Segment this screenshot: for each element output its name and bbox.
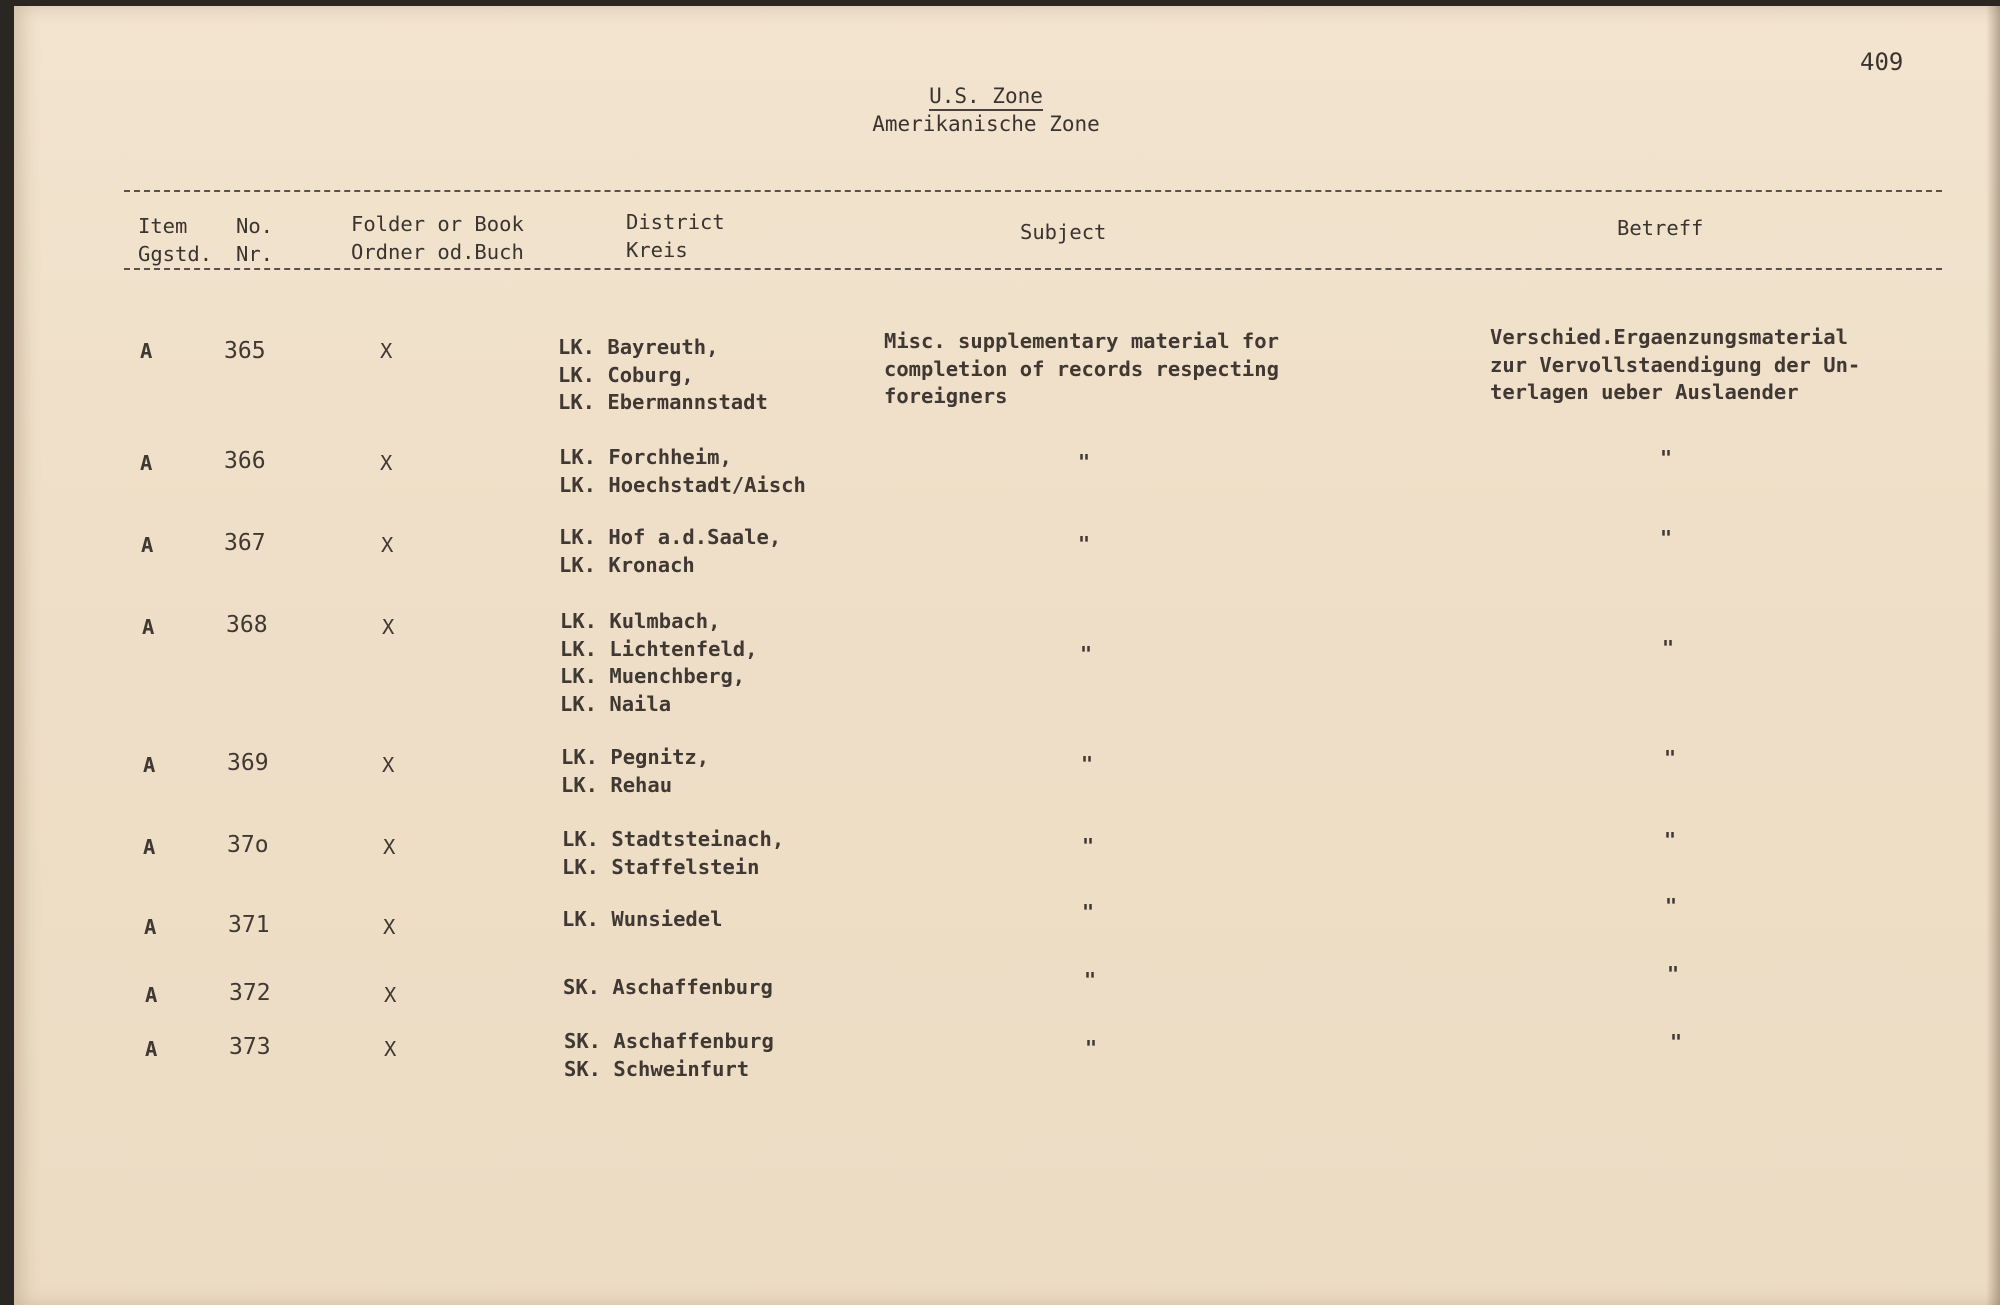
row-district: [560, 608, 757, 718]
district-line: LK. Bayreuth,: [558, 335, 719, 359]
district-line: LK. Naila: [560, 691, 672, 716]
title-amerikanische-zone: Amerikanische Zone: [872, 112, 1100, 136]
header-district: [626, 208, 725, 264]
district-line: LK. Rehau: [561, 772, 673, 797]
header-no: [236, 212, 273, 268]
row-district: [562, 826, 784, 881]
row-item: A: [140, 451, 153, 475]
row-folder: X: [382, 753, 395, 777]
row-number: 372: [229, 980, 271, 1006]
row-number: 371: [228, 912, 270, 938]
header-item: [138, 212, 212, 268]
betreff-ditto-mark: ": [1664, 828, 1677, 852]
district-line: LK. Stadtsteinach,: [562, 827, 785, 851]
row-number: 368: [226, 612, 268, 638]
row-district: [559, 444, 806, 499]
district-line: LK. Coburg,: [558, 362, 694, 387]
row-item: A: [142, 615, 155, 639]
subject-ditto-mark: ": [1081, 752, 1094, 776]
row-folder: X: [384, 1037, 397, 1061]
district-line: LK. Muenchberg,: [560, 664, 746, 688]
betreff-ditto-mark: ": [1667, 962, 1680, 986]
row-district: [563, 974, 773, 1002]
header-betreff: Betreff: [1617, 216, 1704, 240]
header-district-de: Kreis: [626, 238, 688, 262]
row-district: [561, 744, 709, 799]
row-number: 37o: [227, 832, 269, 858]
header-item-en: Item: [138, 214, 188, 238]
betreff-ditto-mark: ": [1662, 636, 1675, 660]
header-folder-de: Ordner od.Buch: [351, 240, 524, 264]
row-folder: X: [383, 915, 396, 939]
page-binding-shadow: [1986, 6, 2000, 1305]
district-line: LK. Pegnitz,: [561, 745, 710, 769]
row-subject: [884, 328, 1279, 411]
row-number: 367: [224, 530, 266, 556]
row-folder: X: [383, 835, 396, 859]
header-bottom-rule: [124, 268, 1942, 270]
header-district-en: District: [626, 210, 725, 234]
row-folder: X: [384, 983, 397, 1007]
row-folder: X: [380, 451, 393, 475]
subject-ditto-mark: ": [1085, 1036, 1098, 1060]
subject-ditto-mark: ": [1078, 450, 1091, 474]
row-number: 369: [227, 750, 269, 776]
district-line: LK. Ebermannstadt: [558, 390, 768, 414]
row-district: [559, 524, 781, 579]
district-line: SK. Aschaffenburg: [563, 975, 773, 999]
title-us-zone-text: U.S. Zone: [929, 84, 1043, 111]
district-line: LK. Kulmbach,: [560, 609, 721, 633]
row-number: 373: [229, 1034, 271, 1060]
district-line: SK. Schweinfurt: [564, 1056, 750, 1081]
row-district: [562, 906, 722, 934]
district-line: LK. Hoechstadt/Aisch: [559, 472, 806, 497]
row-betreff: [1490, 324, 1860, 407]
district-line: LK. Kronach: [559, 552, 695, 577]
header-no-en: No.: [236, 214, 274, 238]
row-item: A: [141, 533, 154, 557]
row-item: A: [140, 339, 153, 363]
district-line: SK. Aschaffenburg: [564, 1029, 774, 1053]
row-number: 365: [224, 338, 266, 364]
subject-line: Misc. supplementary material for: [884, 329, 1279, 353]
betreff-ditto-mark: ": [1670, 1030, 1683, 1054]
district-line: LK. Hof a.d.Saale,: [559, 525, 782, 549]
row-district: [564, 1028, 774, 1083]
row-folder: X: [381, 533, 394, 557]
header-folder-en: Folder or Book: [351, 212, 524, 236]
betreff-ditto-mark: ": [1660, 446, 1673, 470]
district-line: LK. Lichtenfeld,: [560, 636, 758, 661]
row-item: A: [143, 835, 156, 859]
subject-ditto-mark: ": [1082, 900, 1095, 924]
document-page: [14, 6, 2000, 1305]
betreff-ditto-mark: ": [1660, 526, 1673, 550]
header-subject: Subject: [1020, 220, 1107, 244]
header-no-de: Nr.: [236, 242, 274, 266]
subject-ditto-mark: ": [1082, 834, 1095, 858]
row-folder: X: [382, 615, 395, 639]
subject-line: completion of records respecting: [884, 356, 1279, 381]
header-top-rule: [124, 190, 1942, 192]
title-us-zone: [0, 84, 1986, 108]
header-item-de: Ggstd.: [138, 242, 213, 266]
row-item: A: [145, 1037, 158, 1061]
district-line: LK. Forchheim,: [559, 445, 732, 469]
betreff-line: terlagen ueber Auslaender: [1490, 380, 1799, 404]
betreff-line: zur Vervollstaendigung der Un-: [1490, 352, 1861, 377]
row-district: [558, 334, 768, 417]
row-number: 366: [224, 448, 266, 474]
header-folder: [351, 210, 524, 266]
subject-ditto-mark: ": [1084, 968, 1097, 992]
row-item: A: [145, 983, 158, 1007]
row-item: A: [143, 753, 156, 777]
row-item: A: [144, 915, 157, 939]
district-line: LK. Wunsiedel: [562, 907, 723, 931]
district-line: LK. Staffelstein: [562, 854, 760, 879]
row-folder: X: [380, 339, 393, 363]
page-number: 409: [1860, 48, 1904, 76]
subject-ditto-mark: ": [1080, 642, 1093, 666]
subject-ditto-mark: ": [1078, 532, 1091, 556]
betreff-ditto-mark: ": [1664, 746, 1677, 770]
subject-line: foreigners: [884, 384, 1008, 408]
betreff-ditto-mark: ": [1665, 894, 1678, 918]
betreff-line: Verschied.Ergaenzungsmaterial: [1490, 325, 1848, 349]
